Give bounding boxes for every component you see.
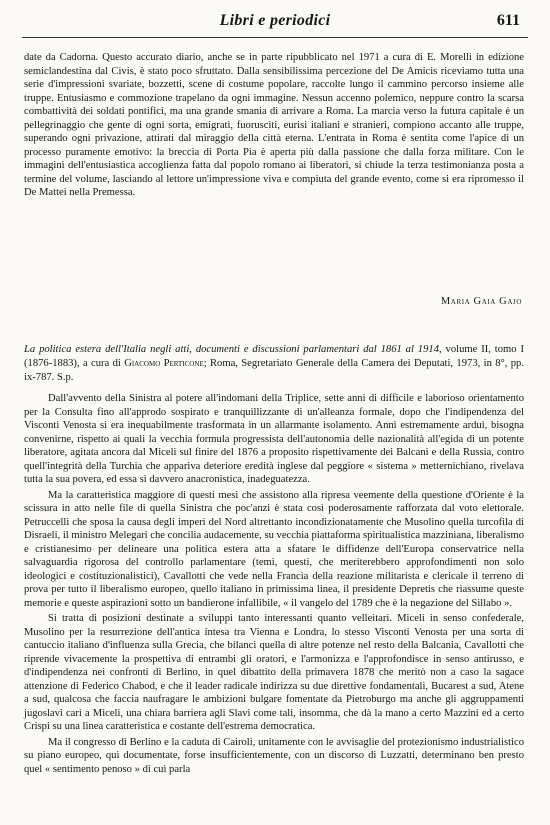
page-header (0, 12, 550, 34)
review-2-paragraph-1: Dall'avvento della Sinistra al potere all'indomani della Triplice, sette anni di difficile e laborioso orientamento per la Consulta fino all'approdo sospirato e tranquillizzante di un'alleanza formale, dopo che l'indipendenza del Visconti Venosta si era inequabilmente trasformata in un allarmante isolamento. Anni estremamente ardui, bisogna convenirne, rispetto ai quali la vecchia formula progressista dell'autonomia delle nazionalità all'egida di un potente liberatore, agitata ancora dal Miceli sul finire del 1876 a proposito rispettivamente dei Balcani e della Russia, contro quell'integrità della Turchia che appariva deteriore eredità inglese dal peggiore « sistema » metternichiano, rivelava tutta la sua povera, ed essa sì davvero anacronistica, inadeguatezza. (24, 393, 524, 485)
review-2-heading (24, 343, 524, 385)
reviewer-signature: Maria Gaia Gajo (440, 296, 522, 307)
review-2-body (24, 392, 524, 778)
review-1-paragraph: date da Cadorna. Questo accurato diario, anche se in parte ripubblicato nel 1971 a cura di E. Morelli in edizione semiclandestina dal Civis, è stato poco sfruttato. Dalla sensibilissima percezione del De Amicis riceviamo tutta una serie d'impressioni svariate, bozzetti, scene di costume popolare, raccolte lungo il cammino percorso insieme alle truppe. Entusiasmo e commozione trapelano da ogni immagine. Nessun accenno polemico, neppure contro la scarsa combattività dei soldati pontifici, ma una grande smania di arrivare a Roma. La marcia verso la futura capitale è un pellegrinaggio che gente di ogni sorta, emigrati, fuorusciti, eurisi italiani e stranieri, compiono accanto alle truppe, superando ogni privazione, attirati dal miraggio della città eterna. L'entrata in Roma è sentita come l'apice di un processo puramente emotivo: la breccia di Porta Pia è aperta più dalla passione che dalla forza militare. Con le immagini dell'entusiastica accoglienza fatta dal popolo romano ai liberatori, si chiude la terza testimonianza posta a termine del volume, lasciando al lettore un'impressione viva e compiuta del grande evento, come si era ripromesso il De Mattei nella Premessa. (24, 52, 524, 198)
review-1-body (24, 51, 524, 200)
book-publication: ; Roma, Segretariato Generale della Camera dei Deputati, 1973, in 8°, pp. ix-787. S.p. (24, 358, 524, 383)
review-2-paragraph-2: Ma la caratteristica maggiore di questi mesi che assistono alla ripresa veemente della questione d'Oriente è la scissura in atto nelle file di quella Sinistra che poc'anzi è stata così poderosamente rafforzata dal voto elettorale. Petruccelli che sposa la causa degli imperi del Nord altrettanto incondizionatamente che Musolino quella turcofila di Disraeli, il ministro Melegari che concilia audacemente, su vecchia piattaforma spiritualistica mazziniana, liberalismo e cristianesimo per delineare una politica estera atta a sfatare le diffidenze dell'Europa conservatrice nella salvaguardia rigorosa del controllo parlamentare (temi, questi, che meriterebbero approfondimenti non solo ideologici e costituzionalistici), Cavallotti che vede nella Francia della reazione militarista e clericale il terreno di prova per tutto il liberalismo europeo, quello italiano in primissima linea, il presidente Depretis che riassume queste memorie e queste aspirazioni sotto un bandierone infallibile, « il vangelo del 1789 che è la negazione del Sillabo ». (24, 489, 524, 609)
page-number: 611 (496, 12, 520, 29)
running-title: Libri e periodici (219, 12, 331, 29)
header-rule (22, 37, 528, 38)
book-volume: volume II, tomo I (1876-1883), a cura di (24, 344, 524, 369)
book-title: La politica estera dell'Italia negli atti, documenti e discussioni parlamentari dal 1861 al 1914, (24, 344, 442, 355)
review-2-paragraph-4: Ma il congresso di Berlino e la caduta di Cairoli, unitamente con le avvisaglie del protezionismo industrialistico su piano europeo, qui documentate, forse insufficientemente, con un discorso di Luzzatti, determinano ben presto quel « sentimento penoso » di cui parla (24, 736, 524, 775)
book-editor: Giacomo Perticone (124, 358, 204, 369)
review-2-paragraph-3: Si tratta di posizioni destinate a sviluppi tanto interessanti quanto velleitari. Miceli in senso confederale, Musolino per la resurrezione dell'antica intesa tra Vienna e Londra, lo stesso Visconti Venosta per una sorta di cantuccio italiano d'influenza sulla Grecia, che bilanci quella di altre potenze nel resto della Balcania, Cavallotti che riprende vivacemente la prospettiva di entrambi gli oratori, e l'armonizza e l'approfondisce in senso antirusso, e d'indipendenza nei confronti di Berlino, in quel dibattito della primavera 1878 che meritò non a caso la sagace attenzione di Federico Chabod, e che il leader radicale indirizza su due direttive fondamentali, Bucarest a sud, Atene a sud, qualcosa che faccia naufragare le ambizioni bulgare fomentate da Pietroburgo ma anche gli aggruppamenti jugoslavi cari a Miceli, una chiara barriera agli Slavi come tali, insomma, che dà la mano a certo Mazzini ed a certo Crispi su una linea caratteristica e costante dell'estrema democratica. (24, 613, 524, 732)
